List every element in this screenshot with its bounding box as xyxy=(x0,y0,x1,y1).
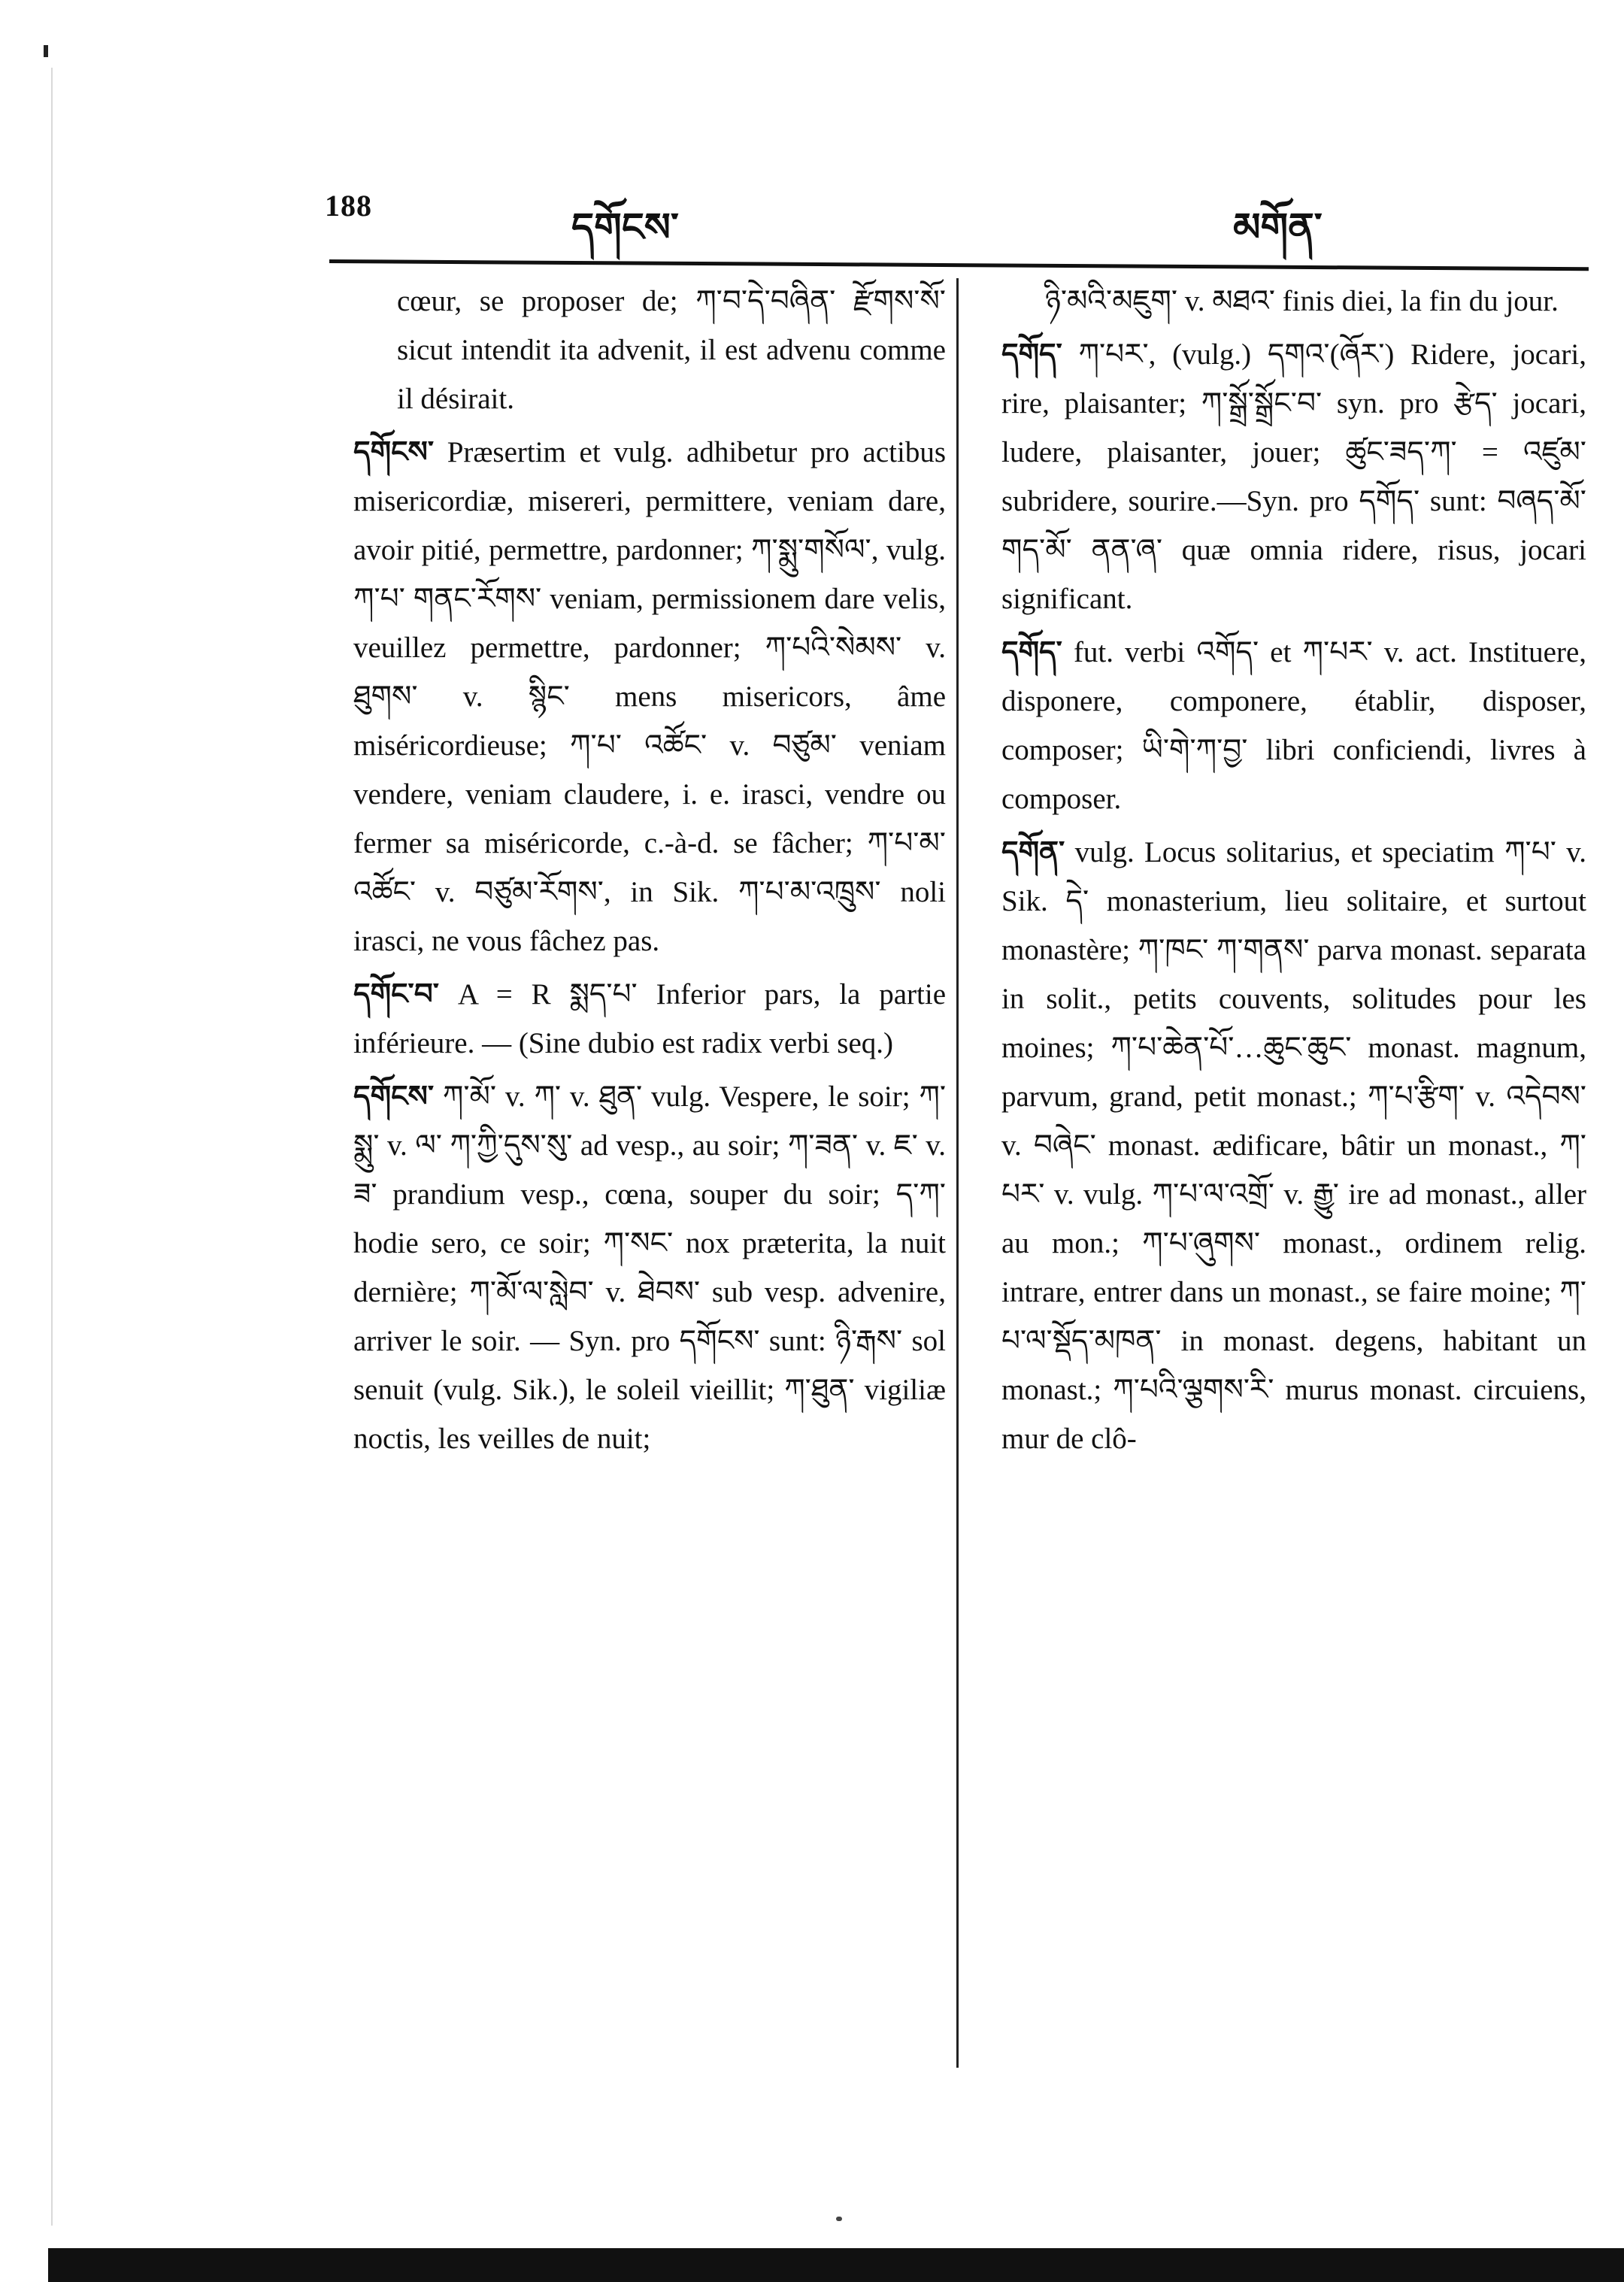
dictionary-entry xyxy=(1001,828,1586,1463)
entry-headword: དགོན་ xyxy=(1001,836,1065,868)
running-head-left: དགོངས་ xyxy=(571,207,679,250)
entry-text: Præsertim et vulg. adhibetur pro actibus misericordiæ, misereri, permittere, veniam dare, avoir pitié, permettre, pardonner; ཀ་སྨུ་གསོལ་, vulg. ཀ་པ་ གནང་རོགས་ veniam, permissionem dare velis, veuillez permettre, pardonner; ཀ་པའི་སེམས་ v. ཐུགས་ v. སྙིང་ mens misericors, âme miséricordieuse; ཀ་པ་ འཚོང་ v. བཙུམ་ veniam vendere, veniam claudere, i. e. irasci, vendre ou fermer sa miséricorde, c.-à-d. se fâcher; ཀ་པ་མ་འཚོང་ v. བཙུམ་རོགས་, in Sik. ཀ་པ་མ་འཁྲུས་ noli irasci, ne vous fâchez pas. xyxy=(353,436,947,957)
page-edge-mark xyxy=(44,45,48,57)
dictionary-entry xyxy=(1001,330,1586,623)
entry-text: A = R སྨད་པ་ Inferior pars, la partie inférieure. — (Sine dubio est radix verbi seq.) xyxy=(353,978,946,1059)
entry-text: vulg. Locus solitarius, et speciatim ཀ་པ་ v. Sik. དེ་ monasterium, lieu solitaire, et surtout monastère; ཀ་ཁང་ ཀ་གནས་ parva monast. separata in solit., petits couvents, solitudes pour les moines; ཀ་པ་ཆེན་པོ་…ཆུང་ཆུང་ monast. magnum, parvum, grand, petit monast.; ཀ་པ་རྩིག་ v. འདེབས་ v. བཞེང་ monast. ædificare, bâtir un monast., ཀ་པར་ v. vulg. ཀ་པ་ལ་འགྲོ་ v. རྒྱུ་ ire ad monast., aller au mon.; ཀ་པ་ཞུགས་ monast., ordinem relig. intrare, entrer dans un monast., se faire moine; ཀ་པ་ལ་སྡོད་མཁན་ in monast. degens, habitant un monast.; ཀ་པའི་ལྕགས་རི་ murus monast. circuiens, mur de clô- xyxy=(1001,836,1586,1455)
dictionary-entry xyxy=(353,970,946,1068)
entry-headword: དགོད་ xyxy=(1001,636,1062,668)
right-column xyxy=(1001,277,1587,1468)
dictionary-entry xyxy=(353,1072,946,1463)
dictionary-entry xyxy=(353,428,946,965)
entry-text: fut. verbi འགོད་ et ཀ་པར་ v. act. Instituere, disponere, componere, établir, disposer, composer; ཡི་གེ་ཀ་བྱ་ libri conficiendi, livres à composer. xyxy=(1001,636,1587,815)
entry-text: ཀ་པར་, (vulg.) དགའ་(ཞོར་) Ridere, jocari, rire, plaisanter; ཀ་སྒྲོ་སྒྲོང་བ་ syn. pro རྩེད་ jocari, ludere, plaisanter, jouer; ཚུང་ཟད་ཀ་ = འཛུམ་ subridere, sourire.—Syn. pro དགོད་ sunt: བཞད་མོ་ གད་མོ་ ནན་ཞ་ quæ omnia ridere, risus, jocari significant. xyxy=(1001,338,1586,615)
running-head-right: མགོན་ xyxy=(1233,207,1323,250)
binding-edge xyxy=(51,68,53,2226)
entry-headword: དགོང་བ་ xyxy=(353,978,439,1011)
page-number: 188 xyxy=(325,189,372,223)
page-header xyxy=(0,184,1624,259)
dictionary-entry xyxy=(1001,628,1586,823)
entry-headword: དགོངས་ xyxy=(353,436,435,468)
column-divider xyxy=(956,278,959,2068)
entry-text: cœur, se proposer de; ཀ་བ་དེ་བཞིན་ རྫོགས་སོ་ sicut intendit ita advenit, il est advenu comme il désirait. xyxy=(397,285,946,415)
entry-headword: དགོངས་ xyxy=(353,1080,435,1113)
scan-speck xyxy=(836,2217,842,2221)
dictionary-entry xyxy=(1045,277,1586,326)
left-column xyxy=(353,277,947,1468)
entry-text: ཉི་མའི་མཇུག་ v. མཐའ་ finis diei, la fin du jour. xyxy=(1045,285,1559,317)
header-rule xyxy=(329,259,1589,271)
entry-headword: དགོད་ xyxy=(1001,338,1062,371)
entry-text: ཀ་མོ་ v. ཀ་ v. ཐུན་ vulg. Vespere, le soir; ཀ་སྨུ་ v. ལ་ ཀ་ཀྱི་དུས་སུ་ ad vesp., au soir; ཀ་ཟན་ v. ཇ་ v. ཟ་ prandium vesp., cœna, souper du soir; ད་ཀ་ hodie sero, ce soir; ཀ་སང་ nox præterita, la nuit dernière; ཀ་མོ་ལ་སླེབ་ v. ཐེབས་ sub vesp. advenire, arriver le soir. — Syn. pro དགོངས་ sunt: ཉི་རྒས་ sol senuit (vulg. Sik.), le soleil vieillit; ཀ་ཐུན་ vigiliæ noctis, les veilles de nuit; xyxy=(353,1080,947,1455)
scan-bottom-border xyxy=(48,2248,1624,2282)
dictionary-entry xyxy=(397,277,946,423)
